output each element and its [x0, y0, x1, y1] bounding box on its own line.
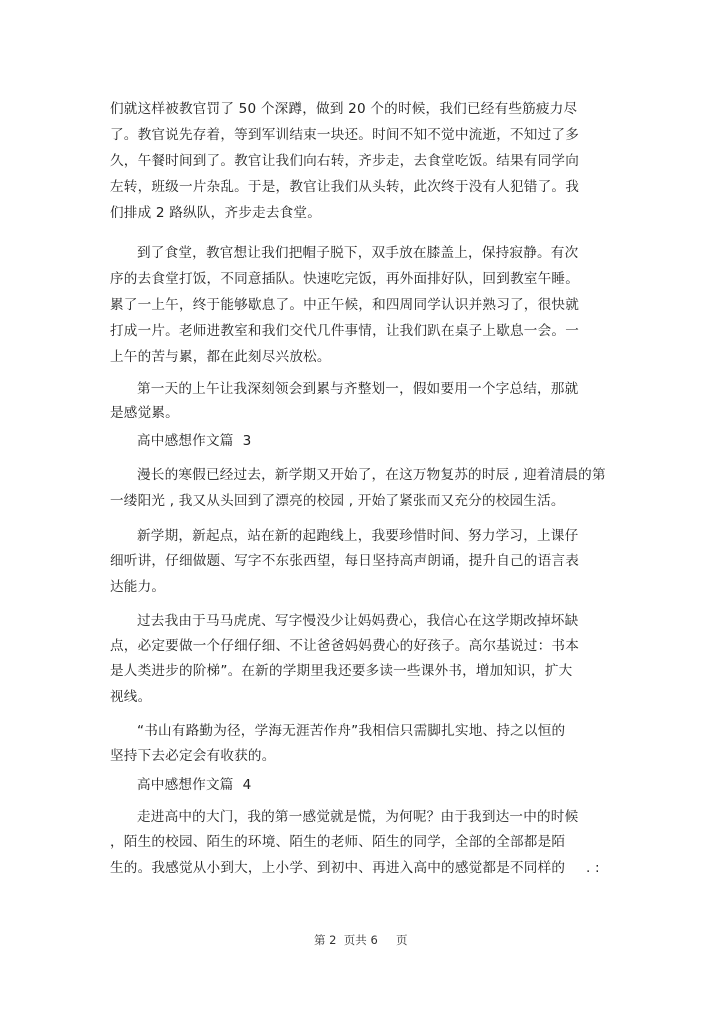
text-line: 细听讲，仔细做题、写字不东张西望，每日坚持高声朗诵，提升自己的语言表: [110, 553, 579, 569]
text-line: 第一天的上午让我深刻领会到累与齐整划一，假如要用一个字总结，那就: [137, 381, 579, 397]
text-line: 是感觉累。: [110, 405, 179, 421]
text-line: “书山有路勤为径，学海无涯苦作舟”我相信只需脚扎实地、持之以恒的: [137, 723, 566, 739]
text-line: 视线。: [110, 689, 152, 705]
text-line: 新学期，新起点，站在新的起跑线上，我要珍惜时间、努力学习，上课仔: [137, 528, 579, 544]
text-line: 坚持下去必定会有收获的。: [110, 748, 276, 764]
page-number-suffix: 页: [396, 933, 408, 947]
text-line: 是人类进步的阶梯”。在新的学期里我还要多读一些课外书，增加知识，扩大: [110, 663, 573, 679]
text-line: 走进高中的大门，我的第一感觉就是慌，为何呢？由于我到达一中的时候: [137, 809, 579, 825]
section-heading: 高中感想作文篇 3: [137, 433, 252, 449]
text-line: 生的。我感觉从小到大，上小学、到初中、再进入高中的感觉都是不同样的: [110, 860, 566, 876]
text-line: 序的去食堂打饭，不同意插队。快速吃完饭，再外面排好队，回到教室午睡。: [110, 271, 579, 287]
trailing-mark: . :: [586, 860, 600, 876]
text-line: 漫长的寒假已经过去，新学期又开始了，在这万物复苏的时辰 , 迎着清晨的第: [137, 467, 606, 483]
section-heading: 高中感想作文篇 4: [137, 777, 252, 793]
text-line: 上午的苦与累，都在此刻尽兴放松。: [110, 349, 331, 365]
text-line: 打成一片。老师进教室和我们交代几件事情，让我们趴在桌子上歇息一会。一: [110, 323, 579, 339]
text-line: 过去我由于马马虎虎、写字慢没少让妈妈费心，我信心在这学期改掉坏缺: [137, 613, 579, 629]
text-line: 一缕阳光 , 我又从头回到了漂亮的校园 , 开始了紧张而又充分的校园生活。: [110, 493, 565, 509]
text-line: 们排成 2 路纵队，齐步走去食堂。: [110, 205, 322, 221]
text-line: 左转，班级一片杂乱。于是，教官让我们从头转，此次终于没有人犯错了。我: [110, 179, 579, 195]
text-line: 达能力。: [110, 579, 166, 595]
text-line: 们就这样被教官罚了 50 个深蹲，做到 20 个的时候，我们已经有些筋疲力尽: [110, 101, 578, 117]
text-line: 到了食堂，教官想让我们把帽子脱下，双手放在膝盖上，保持寂静。有次: [137, 245, 579, 261]
text-line: 了。教官说先存着，等到军训结束一块还。时间不知不觉中流逝，不知过了多: [110, 127, 579, 143]
page-number: 第 2 页共 6: [314, 933, 378, 947]
text-line: 点，必定要做一个仔细仔细、不让爸爸妈妈费心的好孩子。高尔基说过：书本: [110, 638, 579, 654]
text-line: 久，午餐时间到了。教官让我们向右转，齐步走，去食堂吃饭。结果有同学向: [110, 153, 579, 169]
text-line: 累了一上午，终于能够歇息了。中正午候，和四周同学认识并熟习了，很快就: [110, 297, 579, 313]
text-line: ，陌生的校园、陌生的环境、陌生的老师、陌生的同学，全部的全部都是陌: [110, 834, 566, 850]
